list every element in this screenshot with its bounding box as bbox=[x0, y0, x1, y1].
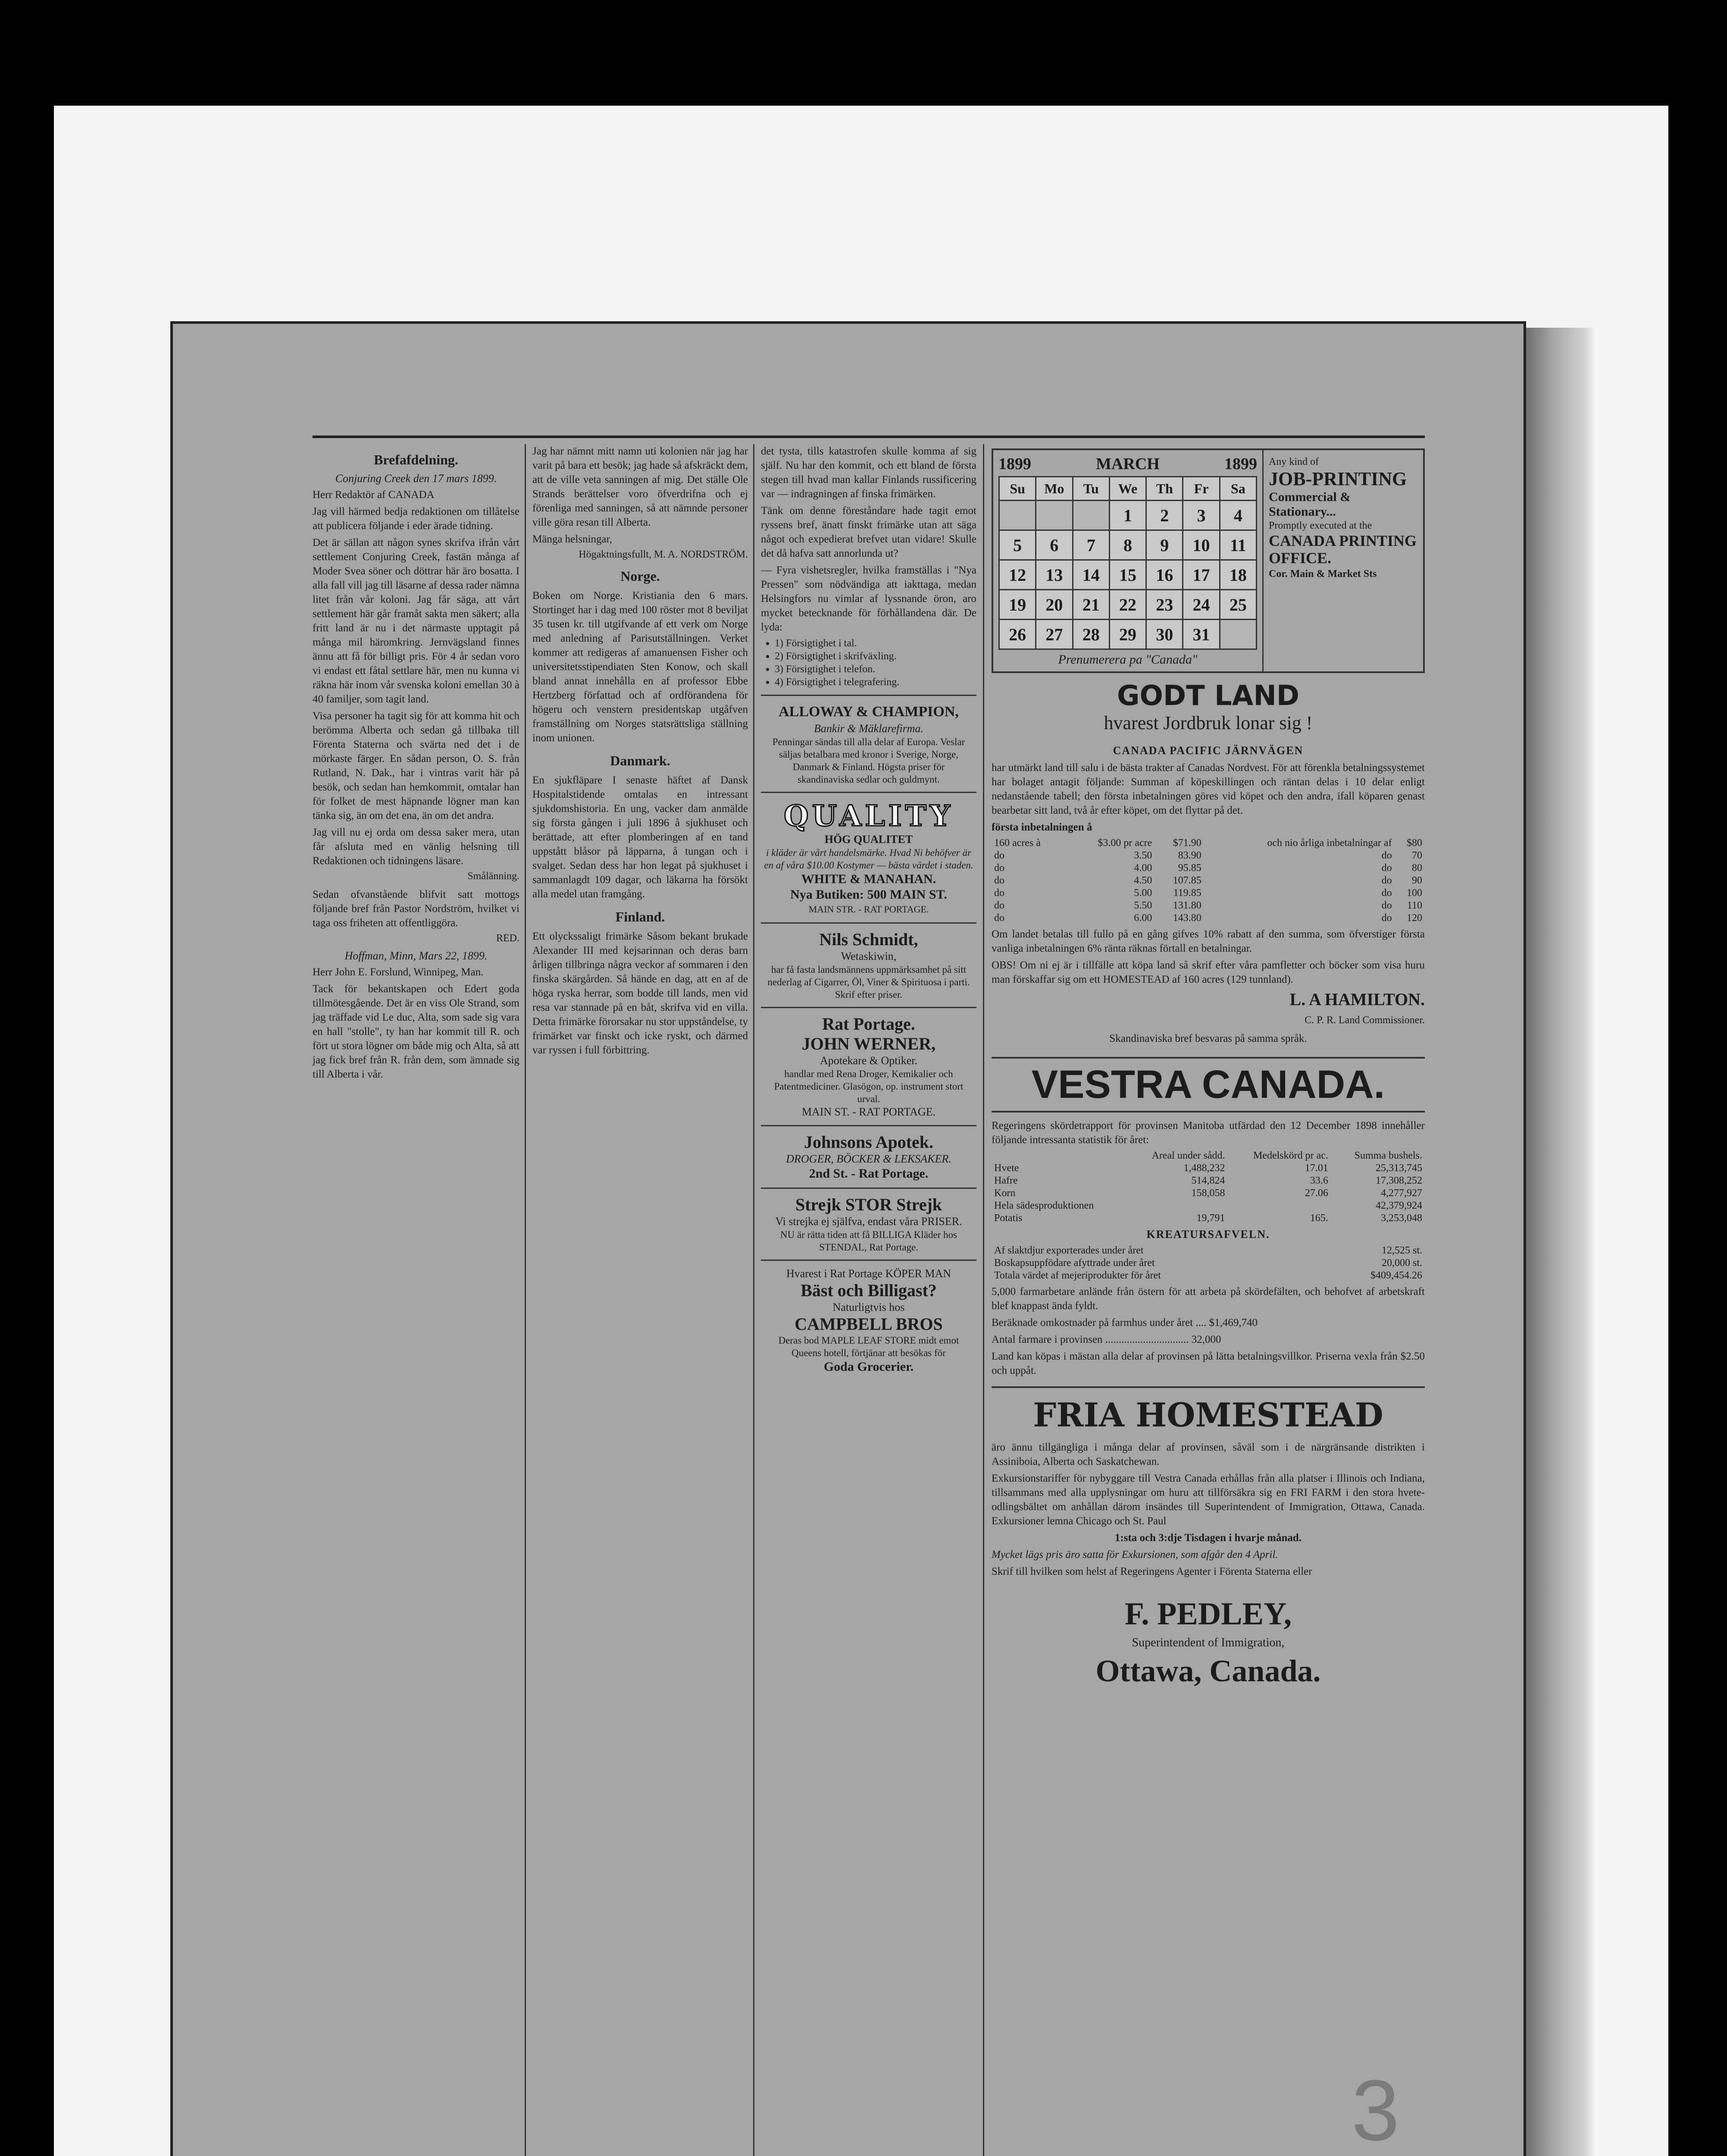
table-cell: 90 bbox=[1412, 875, 1422, 886]
table-cell: do bbox=[1381, 887, 1392, 899]
table-cell: 3.50 bbox=[1134, 850, 1152, 861]
signature: L. A HAMILTON. bbox=[1289, 990, 1425, 1009]
calendar-day: 26 bbox=[999, 620, 1036, 649]
calendar-day: 11 bbox=[1220, 530, 1256, 560]
official-title: Superintendent of Immigration, bbox=[1132, 1636, 1285, 1649]
column-rule bbox=[983, 444, 984, 2156]
weekday: Tu bbox=[1073, 477, 1109, 501]
table-cell: do bbox=[994, 875, 1004, 886]
paragraph: det tysta, tills katastrofen skulle komma af sig själf. Nu har den kommit, och ett bland de första stegen till hvad man kallar Finlands russificering var — indragningen af finska frimärken. bbox=[761, 445, 976, 500]
table-cell: 17,308,252 bbox=[1376, 1175, 1422, 1186]
calendar-day: 3 bbox=[1183, 501, 1220, 530]
dateline: Conjuring Creek den 17 mars 1899. bbox=[335, 472, 497, 485]
signature: Smålänning. bbox=[467, 871, 519, 882]
ad-title: ALLOWAY & CHAMPION, bbox=[779, 704, 959, 720]
ad-office: CANADA PRINTING OFFICE. bbox=[1269, 532, 1417, 567]
table-cell: 143.80 bbox=[1173, 912, 1201, 924]
calendar-day: 8 bbox=[1109, 530, 1146, 560]
table-row bbox=[992, 837, 1425, 849]
list-item: • 3) Försigtighet i telefon. bbox=[775, 663, 974, 676]
ad-subtitle: Apotekare & Optiker. bbox=[820, 1054, 917, 1067]
ad-title: Bäst och Billigast? bbox=[801, 1281, 937, 1300]
ad-title: Nils Schmidt, bbox=[819, 930, 918, 949]
ad-title: HÖG QUALITET bbox=[824, 833, 913, 846]
table-cell: do bbox=[1381, 875, 1392, 886]
table-cell: do bbox=[1381, 850, 1392, 861]
paragraph: Land kan köpas i mästan alla delar af provinsen på lätta betalningsvillkor. Priserna vexla från $2.50 och uppåt. bbox=[992, 1351, 1425, 1376]
ad-tagline: Goda Grocerier. bbox=[823, 1360, 914, 1374]
ad-strejk bbox=[761, 1189, 976, 1261]
table-cell: 160 acres à bbox=[994, 837, 1041, 849]
ad-subtitle: Wetaskiwin, bbox=[841, 950, 897, 962]
paragraph: Jag vill härmed bedja redaktionen om tillåtelse att publicera följande i eder ärade tidning. bbox=[313, 506, 519, 532]
ad-quality bbox=[761, 793, 976, 924]
calendar-day: 4 bbox=[1220, 501, 1256, 530]
calendar-day: 7 bbox=[1073, 530, 1109, 560]
paragraph: Exkursionstariffer för nybyggare till Vestra Canada erhållas från alla platser i Illinois och Indiana, tillsammans med alla upplysningar om huru att tillförsäkra sig en FRI FARM i den stora hvete-odlingsbältet om anhållan därom insändes till Superintendent of Immigration, Ottawa, Canada. Exkursioner lemna Chicago och St. Paul bbox=[992, 1473, 1425, 1527]
calendar-grid bbox=[998, 476, 1257, 650]
calendar-day: 28 bbox=[1073, 620, 1109, 649]
section-heading: Danmark. bbox=[610, 753, 670, 768]
table-row bbox=[992, 1162, 1425, 1175]
table-cell: Af slaktdjur exporterades under året bbox=[994, 1245, 1144, 1256]
table-row bbox=[992, 1212, 1425, 1225]
table-cell: 6.00 bbox=[1134, 912, 1152, 924]
signature-title: C. P. R. Land Commissioner. bbox=[1305, 1015, 1425, 1026]
table-cell: Boskapsuppfödare afyttrade under året bbox=[994, 1257, 1155, 1269]
table-cell: 70 bbox=[1412, 850, 1422, 861]
ad-nils-schmidt bbox=[761, 924, 976, 1008]
ad-lead: Any kind of bbox=[1269, 456, 1319, 467]
ad-subtitle: DROGER, BÖCKER & LEKSAKER. bbox=[786, 1153, 951, 1165]
railway-heading: CANADA PACIFIC JÄRNVÄGEN bbox=[1113, 744, 1304, 757]
list-item: • 2) Försigtighet i skrifväxling. bbox=[775, 650, 974, 663]
calendar-day: 18 bbox=[1220, 560, 1256, 590]
ad-title: JOHN WERNER, bbox=[801, 1034, 936, 1053]
fria-homestead-heading: FRIA HOMESTEAD bbox=[992, 1386, 1425, 1434]
paragraph: Sedan ofvanstående blifvit satt mottogs följande bref från Pastor Nordström, hvilket vi taga oss friheten att offentliggöra. bbox=[313, 889, 519, 929]
calendar-day: 25 bbox=[1220, 590, 1256, 620]
paragraph: Visa personer ha tagit sig för att komma hit och berömma Alberta och sedan gå tillbaka till Förenta Staterna och svärta ned det i de mörkaste färger. En sådan person, O. S. från Rutland, N. Dak., har i vintras varit här på besök, och sedan han hemkommit, omtalar han för folket de mest häpnande lögner man kan tänka sig, än om det ena, än om det andra. bbox=[313, 710, 519, 821]
ad-body: Promptly executed at the bbox=[1269, 520, 1372, 531]
ad-address: 2nd St. - Rat Portage. bbox=[809, 1166, 929, 1181]
table-cell: 119.85 bbox=[1173, 887, 1201, 899]
table-row bbox=[992, 1187, 1425, 1200]
table-cell: 120 bbox=[1407, 912, 1422, 924]
table-row bbox=[992, 1200, 1425, 1212]
table-cell: 80 bbox=[1412, 862, 1422, 874]
calendar-footer: Prenumerera pa "Canada" bbox=[1058, 652, 1198, 667]
paragraph: äro ännu tillgängliga i många delar af provinsen, såväl som i de närgränsande distrikten i Assiniboia, Alberta och Saskatchewan. bbox=[992, 1442, 1425, 1467]
ad-address: MAIN STR. - RAT PORTAGE. bbox=[808, 904, 929, 915]
calendar-day bbox=[1073, 501, 1109, 530]
ad-title: WHITE & MANAHAN. bbox=[801, 872, 936, 886]
table-cell: Potatis bbox=[994, 1213, 1023, 1224]
dateline: Hoffman, Minn, Mars 22, 1899. bbox=[344, 950, 488, 962]
table-cell: 107.85 bbox=[1173, 875, 1201, 886]
paragraph: Boken om Norge. Kristiania den 6 mars. Stortinget har i dag med 100 röster mot 8 beviljat 35 tusen kr. till utgifvande af ett verk om Norge med anledning af Parisutställningen. Verket kommer att redigeras af amanuensen Fisher och universitetsstipendiaten Sten Konow, och skall bland annat innehålla en af professor Ebbe Hertzberg författad och af ordförandena för högeru och venstern presidentskap utgåfven framställning om Norges statsrättsliga ställning inom unionen. bbox=[532, 590, 748, 744]
paragraph: Tänk om denne föreståndare hade tagit emot ryssens bref, änatt finskt frimärke utan att säga något och expedierat brefvet utan vidare! Skulle det då hafva satt annorlunda ut? bbox=[761, 505, 976, 559]
ad-title: JOB-PRINTING bbox=[1269, 468, 1407, 489]
paragraph: Skrif till hvilken som helst af Regeringens Agenter i Förenta Staterna eller bbox=[992, 1566, 1312, 1577]
list-item: • 4) Försigtighet i telegrafering. bbox=[775, 676, 974, 689]
ad-subtitle: Naturligtvis hos bbox=[832, 1301, 905, 1313]
calendar-day: 30 bbox=[1146, 620, 1183, 649]
table-cell: do bbox=[1381, 912, 1392, 924]
table-cell: Summa bushels. bbox=[1354, 1150, 1422, 1161]
table-cell: 5.00 bbox=[1134, 887, 1152, 899]
paragraph: — Fyra vishetsregler, hvilka framställas i "Nya Pressen" som nödvändiga att iakttaga, medan Helsingfors nu vimlar af lyssnande öron, aro mycket betecknande för förhållandena där. De lyda: bbox=[761, 564, 976, 633]
table-cell: $409,454.26 bbox=[1370, 1270, 1422, 1281]
weekday: Th bbox=[1146, 477, 1183, 501]
column-rule bbox=[525, 444, 526, 2156]
table-cell: 131.80 bbox=[1173, 900, 1201, 911]
calendar-day: 5 bbox=[999, 530, 1036, 560]
calendar-day: 31 bbox=[1183, 620, 1220, 649]
table-cell: 3,253,048 bbox=[1381, 1213, 1422, 1224]
ad-campbell-bros bbox=[761, 1261, 976, 1381]
section-heading: Brefafdelning. bbox=[374, 452, 458, 467]
ad-title: Johnsons Apotek. bbox=[804, 1132, 934, 1152]
ad-subtitle: Commercial & Stationary... bbox=[1269, 490, 1351, 519]
table-cell: 95.85 bbox=[1178, 862, 1201, 874]
calendar-day: 20 bbox=[1036, 590, 1073, 620]
calendar-advert bbox=[992, 448, 1425, 673]
table-cell: 158,058 bbox=[1191, 1188, 1225, 1199]
section-heading: Finland. bbox=[615, 909, 665, 924]
calendar-day: 12 bbox=[999, 560, 1036, 590]
table-cell: 12,525 st. bbox=[1381, 1245, 1422, 1256]
table-row bbox=[992, 1244, 1425, 1257]
list-item: • 1) Försigtighet i tal. bbox=[775, 637, 974, 650]
table-row bbox=[992, 912, 1425, 924]
table-cell: 83.90 bbox=[1178, 850, 1201, 861]
paragraph: Beräknade omkostnader på farmhus under året .... $1,469,740 bbox=[992, 1317, 1258, 1329]
calendar-day: 27 bbox=[1036, 620, 1073, 649]
table-cell: 17.01 bbox=[1305, 1163, 1328, 1174]
ad-address: Nya Butiken: 500 MAIN ST. bbox=[790, 887, 947, 902]
table-cell: do bbox=[994, 912, 1004, 924]
table-cell: 100 bbox=[1407, 887, 1422, 899]
godt-land-subheading: hvarest Jordbruk lonar sig ! bbox=[1104, 712, 1313, 733]
column-advertisements bbox=[992, 444, 1425, 1689]
table-cell: 19,791 bbox=[1196, 1213, 1225, 1224]
rules-list bbox=[761, 637, 976, 696]
calendar-day: 1 bbox=[1109, 501, 1146, 530]
paragraph: 1:sta och 3:dje Tisdagen i hvarje månad. bbox=[1114, 1532, 1302, 1544]
page-edge-shadow bbox=[1526, 328, 1597, 2156]
table-cell: 20,000 st. bbox=[1381, 1257, 1422, 1269]
ad-address: MAIN ST. - RAT PORTAGE. bbox=[801, 1106, 936, 1118]
table-cell: Medelskörd pr ac. bbox=[1253, 1150, 1328, 1161]
calendar-day bbox=[1220, 620, 1256, 649]
table-cell: 110 bbox=[1407, 900, 1422, 911]
table-cell: Areal under sådd. bbox=[1151, 1150, 1225, 1161]
calendar-day: 22 bbox=[1109, 590, 1146, 620]
calendar-day: 6 bbox=[1036, 530, 1073, 560]
column-ads bbox=[761, 444, 976, 1381]
table-cell: 42,379,924 bbox=[1376, 1200, 1422, 1211]
calendar-day: 23 bbox=[1146, 590, 1183, 620]
salutation: Herr Redaktör af CANADA bbox=[313, 489, 435, 501]
calendar-day: 14 bbox=[1073, 560, 1109, 590]
calendar-day: 24 bbox=[1183, 590, 1220, 620]
column-letters bbox=[313, 444, 519, 1084]
table-row bbox=[992, 1175, 1425, 1187]
table-cell: do bbox=[994, 900, 1004, 911]
paragraph: Jag har nämnt mitt namn uti kolonien när jag har varit på bara ett besök; jag hade så afskräckt dem, att de ville veta sanningen af mig. Det ställe Ole Strands berättelser voro öfverdrifna och ej förenliga med sanningen, så att nämnde personer ville göra resan till Alberta. bbox=[532, 445, 748, 528]
ad-subtitle: Bankir & Mäklarefirma. bbox=[814, 722, 923, 735]
vestra-canada-heading: VESTRA CANADA. bbox=[992, 1057, 1425, 1112]
paragraph: Antal farmare i provinsen ............................... 32,000 bbox=[992, 1334, 1221, 1345]
top-rule bbox=[313, 436, 1425, 438]
table-cell: do bbox=[1381, 862, 1392, 874]
calendar-year: 1899 bbox=[998, 455, 1031, 473]
table-row bbox=[992, 1269, 1425, 1282]
calendar-day bbox=[1036, 501, 1073, 530]
signature: Högaktningsfullt, M. A. NORDSTRÖM. bbox=[579, 549, 748, 560]
table-cell: 5.50 bbox=[1134, 900, 1152, 911]
paragraph: Det är sällan att någon synes skrifva ifrån vårt settlement Conjuring Creek, fastän många af Moder Svea söner och döttrar här äro bosatta. I alla fall vill jag till läsarne af dessa rader nämna litet från vår koloni. Jag får säga, att vårt settlement här går framåt sakta men säkert; alla fritt land är nu i det närmaste upptagit på många mil häromkring. Jernvägsland finnes ännu att få för billigt pris. För 4 år sedan voro vi endast ett fåtal settlare här, men nu kunna vi räkna här inom vår svenska koloni emellan 30 à 40 familjer, som tagit land. bbox=[313, 537, 519, 705]
ad-body: i kläder är vårt handelsmärke. Hvad Ni behöfver är en af våra $10.00 Kostymer — bästa värdet i staden. bbox=[764, 847, 973, 871]
official-name: F. PEDLEY, bbox=[1124, 1596, 1292, 1632]
table-cell: Korn bbox=[994, 1188, 1016, 1199]
calendar-day: 9 bbox=[1146, 530, 1183, 560]
weekday: Fr bbox=[1183, 477, 1220, 501]
table-cell: 1,488,232 bbox=[1183, 1163, 1225, 1174]
table-cell: $3.00 pr acre bbox=[1098, 837, 1152, 849]
calendar-day: 29 bbox=[1109, 620, 1146, 649]
table-header bbox=[992, 1150, 1425, 1162]
table-cell: do bbox=[994, 862, 1004, 874]
payment-table bbox=[992, 837, 1425, 924]
table-row bbox=[992, 899, 1425, 912]
paragraph: 5,000 farmarbetare anlände från östern för att arbeta på skördefälten, och behofvet af arbetskraft blef knappast ända fyldt. bbox=[992, 1286, 1425, 1312]
ad-body: Deras bod MAPLE LEAF STORE midt emot Queens hotell, förtjänar att besökas för bbox=[778, 1335, 959, 1358]
signature: RED. bbox=[496, 933, 519, 944]
table-row bbox=[992, 849, 1425, 862]
table-cell: 4,277,927 bbox=[1381, 1188, 1422, 1199]
table-cell: $71.90 bbox=[1173, 837, 1201, 849]
table-cell: 4.00 bbox=[1134, 862, 1152, 874]
paragraph: Tack för bekantskapen och Edert goda tillmötesgående. Det är en viss Ole Strand, som jag träffade vid Le duc, Alta, som sade sig vara en hall "stolle", ty han har kommit till R. och fört ut stora lögner om både mig och Alta, så att jag fick bref från R. från dem, som ämnade sig till Alberta i vår. bbox=[313, 983, 519, 1080]
paragraph: En sjukfläpare I senaste häftet af Dansk Hospitalstidende omtalas en intressant sjukdomshistoria. En ung, vacker dam anmälde sig första gången i juli 1896 å sjukhuset och berättade, att efter plomberingen af en tand uppstått blåsor på läpparna, å tungan och i svalget. Sedan dess har hon legat på sjukhuset i sammanlagdt 109 dagar, och läkarna ha försökt alla medel utan framgång. bbox=[532, 774, 748, 900]
page-number: 3 bbox=[1352, 2062, 1400, 2156]
paragraph: Mycket lägs pris äro satta för Exkursionen, som afgår den 4 April. bbox=[992, 1549, 1278, 1561]
ad-body: handlar med Rena Droger, Kemikalier och Patentmediciner. Glasögon, op. instrument stort urval. bbox=[774, 1069, 964, 1104]
crop-table bbox=[992, 1150, 1425, 1225]
weekday: Sa bbox=[1220, 477, 1256, 501]
calendar-day: 2 bbox=[1146, 501, 1183, 530]
ad-title: Strejk STOR Strejk bbox=[795, 1195, 942, 1214]
table-row bbox=[992, 1257, 1425, 1269]
calendar-day: 15 bbox=[1109, 560, 1146, 590]
ad-body: NU är rätta tiden att få BILLIGA Kläder hos STENDAL, Rat Portage. bbox=[780, 1229, 957, 1253]
table-cell: do bbox=[994, 850, 1004, 861]
livestock-heading: KREATURSAFVELN. bbox=[1146, 1228, 1270, 1241]
table-cell bbox=[1126, 1200, 1227, 1212]
table-cell bbox=[992, 1150, 1126, 1162]
ad-title: Rat Portage. bbox=[822, 1014, 915, 1034]
paragraph: Om landet betalas till fullo på en gång gifves 10% rabatt af den summa, som öfverstiger första vanliga inbetalningen 6% ränta räknas förtall en betalningar. bbox=[992, 928, 1425, 954]
table-cell: $80 bbox=[1407, 837, 1422, 849]
table-cell: 33.6 bbox=[1310, 1175, 1328, 1186]
salutation: Herr John E. Forslund, Winnipeg, Man. bbox=[313, 966, 484, 978]
ad-title: CAMPBELL BROS bbox=[795, 1314, 943, 1334]
calendar-month: MARCH bbox=[1096, 455, 1160, 473]
calendar-day: 21 bbox=[1073, 590, 1109, 620]
table-row bbox=[992, 862, 1425, 874]
calendar-day bbox=[999, 501, 1036, 530]
official-city: Ottawa, Canada. bbox=[1095, 1654, 1321, 1688]
table-row bbox=[992, 887, 1425, 899]
paragraph: OBS! Om ni ej är i tillfälle att köpa land så skrif efter våra pamfletter och böcker som visa huru man förskaffar sig om ett HOMESTEAD af 160 acres (129 tunnland). bbox=[992, 959, 1425, 985]
job-printing-ad bbox=[1262, 450, 1423, 671]
ad-subtitle: Hvarest i Rat Portage KÖPER MAN bbox=[786, 1267, 951, 1280]
column-news bbox=[532, 444, 748, 1060]
table-cell: 27.06 bbox=[1305, 1188, 1328, 1199]
paragraph: Mänga helsningar, bbox=[532, 533, 613, 545]
table-cell: 4.50 bbox=[1134, 875, 1152, 886]
calendar-day: 16 bbox=[1146, 560, 1183, 590]
ad-alloway bbox=[761, 696, 976, 793]
calendar-day: 19 bbox=[999, 590, 1036, 620]
table-cell: Hela sädesproduktionen bbox=[994, 1200, 1094, 1211]
calendar bbox=[993, 450, 1262, 671]
table-caption: första inbetalningen å bbox=[992, 821, 1092, 833]
table-cell: 165. bbox=[1310, 1213, 1328, 1224]
ad-address: Cor. Main & Market Sts bbox=[1269, 568, 1377, 580]
weekday: Mo bbox=[1036, 477, 1073, 501]
weekday: Su bbox=[999, 477, 1036, 501]
godt-land-heading: GODT LAND bbox=[1117, 680, 1299, 712]
table-cell: Hafre bbox=[994, 1175, 1018, 1186]
ad-johnsons-apotek bbox=[761, 1126, 976, 1189]
paragraph: Regeringens skördetrapport för provinsen Manitoba utfärdad den 12 December 1898 innehåller följande intressanta statistik för året: bbox=[992, 1120, 1425, 1146]
calendar-day: 10 bbox=[1183, 530, 1220, 560]
paragraph: Ett olyckssaligt frimärke Såsom bekant brukade Alexander III med kejsarinnan och deras barn årligen tillbringa några veckor af sommaren i den finska skärgården. Så hände en dag, att en af de höga ryska herrar, som bodde till lands, men vid resa var stannade på en båt, skrifva vid en villa. Detta frimärke förorsakar nu stor uppståndelse, ty frimärket var finskt och icke ryskt, och därmed var ryssen i full förbittring. bbox=[532, 931, 748, 1056]
ad-subtitle: Vi strejka ej själfva, endast våra PRISER. bbox=[775, 1215, 962, 1228]
calendar-year: 1899 bbox=[1224, 455, 1257, 473]
table-cell: do bbox=[994, 887, 1004, 899]
weekday: We bbox=[1109, 477, 1146, 501]
table-cell: 25,313,745 bbox=[1376, 1163, 1422, 1174]
livestock-table bbox=[992, 1244, 1425, 1282]
table-cell: do bbox=[1381, 900, 1392, 911]
newspaper-content bbox=[313, 436, 1425, 2156]
calendar-day: 13 bbox=[1036, 560, 1073, 590]
ad-body: Penningar sändas till alla delar af Europa. Veslar säljas betalbara med kronor i Sverige, Norge, Danmark & Finland. Högsta priser för skandinaviska sedlar och guldmynt. bbox=[772, 736, 965, 785]
table-cell: och nio årliga inbetalningar af bbox=[1267, 837, 1392, 849]
table-cell: 514,824 bbox=[1191, 1175, 1225, 1186]
note: Skandinaviska bref besvaras på samma språk. bbox=[1109, 1033, 1307, 1044]
paragraph: Jag vill nu ej orda om dessa saker mera, utan får afsluta med en vänlig helsning till Redaktionen och tidningens läsare. bbox=[313, 827, 519, 867]
quality-logo: QUALITY bbox=[784, 799, 954, 833]
table-cell: Hvete bbox=[994, 1163, 1019, 1174]
table-cell bbox=[1228, 1200, 1331, 1212]
ad-john-werner bbox=[761, 1008, 976, 1126]
table-row bbox=[992, 874, 1425, 887]
table-cell: Totala värdet af mejeriprodukter för året bbox=[994, 1270, 1161, 1281]
section-heading: Norge. bbox=[620, 568, 660, 584]
ad-body: har få fasta landsmännens uppmärksamhet på sitt nederlag af Cigarrer, Öl, Viner & Spirituosa i parti. Skrif efter priser. bbox=[767, 964, 970, 1000]
column-rule bbox=[753, 444, 754, 2156]
paragraph: har utmärkt land till salu i de bästa trakter af Canadas Nordvest. För att förenkla betalningssystemet har bolaget antagit följande: Summan af köpeskillingen och räntan delas i 10 delar enligt nedanstående tabell; den första inbetalningen göres vid köpet och den andra, ifall köparen genast bearbetar sitt land, två år efter köpet, om det flyttar på det. bbox=[992, 762, 1425, 816]
calendar-day: 17 bbox=[1183, 560, 1220, 590]
